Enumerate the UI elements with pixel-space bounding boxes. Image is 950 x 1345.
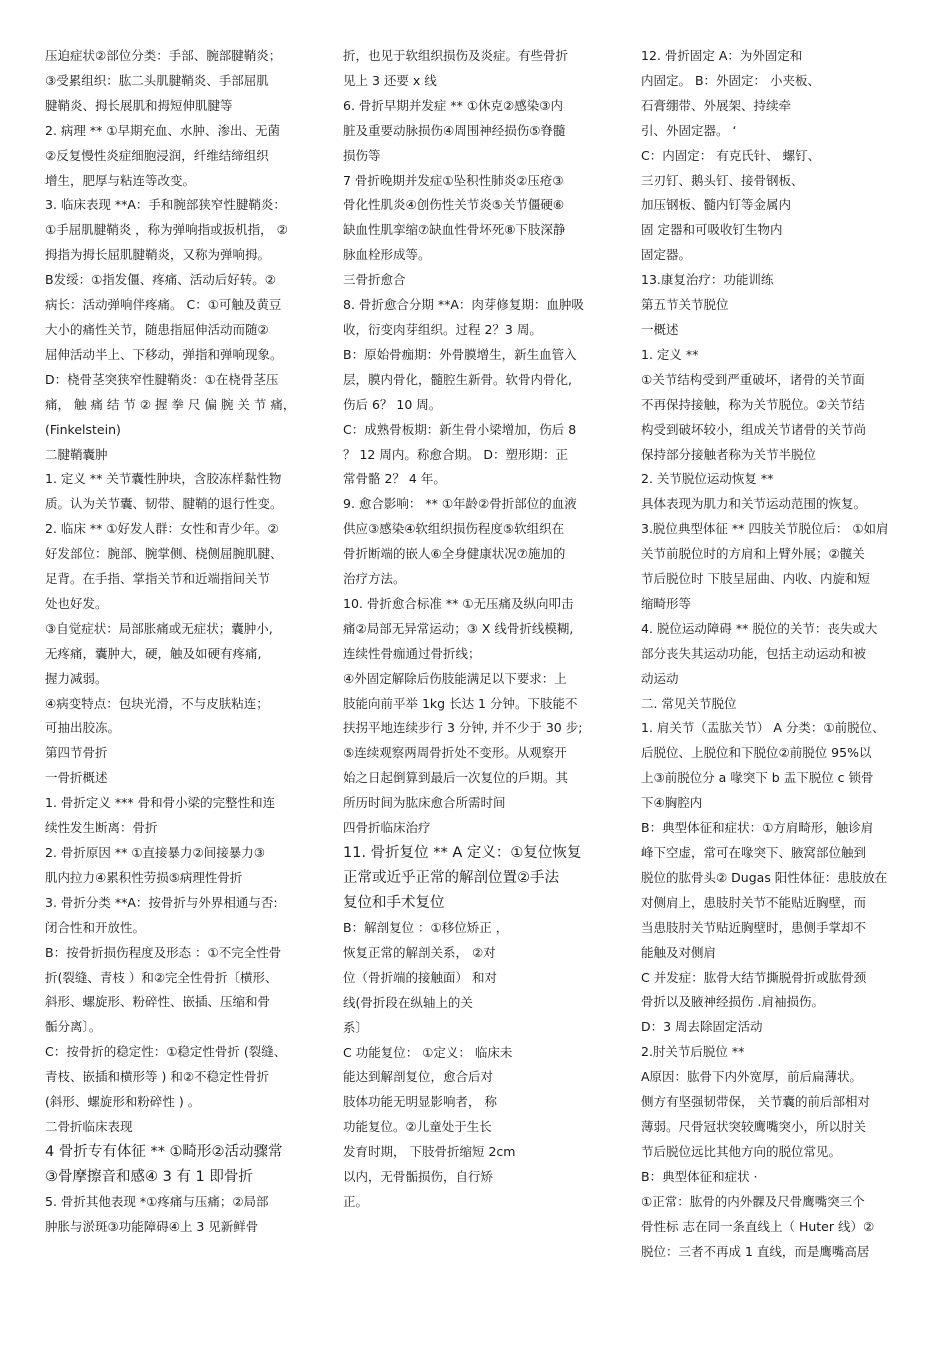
text-line: (Finkelstein): [45, 421, 121, 437]
column-3: [641, 44, 911, 1264]
text-line: 一骨折概述: [45, 770, 108, 786]
text-line: 腱鞘炎、拇长展肌和拇短伸肌腱等: [45, 97, 233, 113]
text-line: D：3 周去除固定活动: [641, 1019, 763, 1035]
text-line: 11. 骨折复位 ** A 定义：①复位恢复: [343, 845, 582, 861]
text-line: 骺分离〕。: [45, 1019, 102, 1035]
text-line: C：内固定： 有克氏针、 螺钉、: [641, 147, 821, 163]
text-line: 四骨折临床治疗: [343, 820, 431, 836]
text-line: 屈伸活动半上、下移动，弹指和弹响现象。: [45, 346, 283, 362]
text-line: 闭合性和开放性。: [45, 919, 146, 935]
text-line: 动运动: [641, 670, 679, 686]
text-line: 上③前脱位分 a 喙突下 b 盂下脱位 c 锁骨: [641, 770, 874, 786]
text-line: 1. 定义 ** 关节囊性肿块，含胶冻样黏性物: [45, 471, 282, 487]
text-line: 12. 骨折固定 A：为外固定和: [641, 48, 803, 63]
text-line: B：典型体征和症状：①方肩畸形，触诊肩: [641, 820, 874, 836]
text-line: 1. 定义 **: [641, 346, 699, 362]
text-line: ③受累组织：肱二头肌腱鞘炎、手部屈肌: [45, 72, 269, 88]
text-line: 功能复位。②儿童处于生长: [343, 1119, 492, 1135]
text-line: 1. 骨折定义 *** 骨和骨小梁的完整性和连: [45, 795, 276, 811]
text-line: 构受到破坏较小，组成关节诸骨的关节尚: [641, 421, 867, 437]
text-line: 第五节关节脱位: [641, 297, 729, 313]
text-line: 质。认为关节囊、韧带、腱鞘的退行性变。: [45, 496, 283, 512]
text-line: 3.脱位典型体征 ** 四肢关节脱位后： ①如肩: [641, 521, 889, 537]
text-line: 脉血栓形成等。: [343, 247, 431, 263]
text-line: 损伤等: [343, 147, 381, 163]
text-line: 脏及重要动脉损伤④周围神经损伤⑤脊髓: [343, 122, 566, 138]
text-line: 握力减弱。: [45, 670, 108, 686]
text-line: 折，也见于软组织损伤及炎症。有些骨折: [343, 48, 569, 63]
text-line: 足背。在手指、掌指关节和近端指间关节: [45, 571, 271, 587]
text-line: 薄弱。尺骨冠状突较鹰嘴突小，所以肘关: [641, 1118, 867, 1134]
text-line: ？ 12 周内。称愈合期。 D：塑形期：正: [343, 446, 568, 462]
text-line: B：典型体征和症状 ·: [641, 1168, 758, 1184]
text-line: 脱位的肱骨头② Dugas 阳性体征：患肢放在: [641, 869, 888, 885]
text-line: 2. 关节脱位运动恢复 **: [641, 471, 774, 487]
text-line: 线(骨折段在纵轴上的关: [343, 994, 473, 1010]
text-line: ①关节结构受到严重破坏，诸骨的关节面: [641, 371, 865, 387]
text-line: 当患肢肘关节贴近胸壁时，患侧手掌却不: [641, 919, 867, 935]
text-line: 肢体功能无明显影响者， 称: [343, 1094, 497, 1110]
text-line: ①正常：肱骨的内外髁及尺骨鹰嘴突三个: [641, 1193, 865, 1209]
text-line: B发绥：①指发僵、疼痛、活动后好转。②: [45, 272, 276, 288]
text-line: 正。: [343, 1193, 369, 1209]
text-line: 骨化性肌炎④创伤性关节炎⑤关节僵硬⑥: [343, 197, 565, 213]
text-line: 收，衍变肉芽组织。过程 2？3 周。: [343, 321, 542, 337]
text-line: 连续性骨痂通过骨折线；: [343, 645, 481, 661]
text-line: 恢复正常的解剖关系， ②对: [343, 944, 496, 960]
text-line: (斜形、螺旋形和粉碎性 ) 。: [45, 1094, 201, 1110]
text-line: 以内，无骨骺损伤，自行矫: [343, 1169, 494, 1185]
text-line: 3. 临床表现 **A：手和腕部狭窄性腱鞘炎：: [45, 197, 286, 213]
text-line: 4 骨折专有体征 ** ①畸形②活动骤常: [45, 1143, 283, 1160]
text-line: 1. 肩关节（盂肱关节） A 分类：①前脱位、: [641, 720, 885, 736]
text-line: 缺血性肌挛缩⑦缺血性骨坏死⑧下肢深静: [343, 222, 566, 238]
text-line: 6. 骨折早期并发症 ** ①休克②感染③内: [343, 97, 563, 113]
column-1: [45, 44, 313, 1240]
text-line: 2. 病理 ** ①早期充血、水肿、渗出、无菌: [45, 122, 281, 138]
text-line: 能达到解剖复位，愈合后对: [343, 1069, 494, 1085]
text-line: 2. 骨折原因 ** ①直接暴力②间接暴力③: [45, 845, 265, 860]
text-line: 固定器。: [641, 247, 692, 263]
text-line: ④外固定解除后伤肢能满足以下要求：上: [343, 670, 567, 686]
text-line: 伤后 6？ 10 周。: [343, 396, 442, 412]
text-line: 一概述: [641, 321, 679, 337]
text-line: 三刃钉、鹅头钉、接骨钢板、: [641, 172, 804, 188]
text-line: 内固定。 B：外固定： 小夹板、: [641, 72, 821, 88]
text-line: 骨折以及腋神经损伤 .肩袖损伤。: [641, 994, 824, 1010]
text-line: 大小的痛性关节，随患指屈伸活动而随②: [45, 321, 269, 337]
text-line: 节后脱位远比其他方向的脱位常见。: [641, 1143, 842, 1159]
text-line: 好发部位：腕部、腕掌侧、桡侧屈腕肌腱、: [45, 546, 283, 562]
text-line: 常骨骼 2？ 4 年。: [343, 471, 446, 487]
text-line: 节后脱位时 下肢呈屈曲、内收、内旋和短: [641, 571, 870, 587]
text-line: 折(裂缝、青枝 ）和②完全性骨折〔横形、: [45, 969, 278, 985]
text-line: 缩畸形等: [641, 595, 692, 611]
text-line: 8. 骨折愈合分期 **A：肉芽修复期：血肿吸: [343, 297, 584, 313]
text-line: 骨折断端的嵌人⑥全身健康状况⑦施加的: [343, 546, 566, 562]
text-line: 2. 临床 ** ①好发人群：女性和青少年。②: [45, 521, 279, 537]
text-line: 关节前脱位时的方肩和上臂外展；②髋关: [641, 546, 865, 562]
text-line: 无疼痛，囊肿大，硬，触及如硬有疼痛,: [45, 645, 262, 661]
text-line: 加压钢板、髓内钉等金属内: [641, 197, 792, 213]
text-line: ③自觉症状：局部胀痛或无症状；囊肿小,: [45, 620, 273, 636]
text-line: C：按骨折的稳定性：①稳定性骨折 (裂缝、: [45, 1044, 287, 1060]
text-line: ②反复慢性炎症细胞浸润，纤维结缔组织: [45, 147, 269, 163]
text-line: 病长：活动弹响伴疼痛。 C：①可触及黄豆: [45, 297, 282, 313]
text-line: ④病变特点：包块光滑，不与皮肤粘连；: [45, 695, 269, 711]
text-line: 可抽出胶冻。: [45, 720, 121, 736]
text-line: 痛②局部无异常运动；③ X 线骨折线模糊,: [343, 620, 574, 636]
text-line: 三骨折愈合: [343, 272, 406, 288]
text-line: 下④胸腔内: [641, 795, 703, 811]
text-line: B：解剖复位 ：①移位矫正 ，: [343, 920, 509, 935]
text-line: 痛， 触 痛 结 节 ② 握 拳 尺 偏 腕 关 节 痛，: [45, 396, 296, 412]
text-line: 后脱位、上脱位和下脱位②前脱位 95%以: [641, 745, 872, 761]
text-line: 扶拐平地连续步行 3 分钟, 并不少于 30 步;: [343, 720, 583, 736]
text-line: 石膏绷带、外展架、持续牵: [641, 97, 792, 113]
text-line: 正常或近乎正常的解剖位置②手法: [343, 870, 559, 886]
text-line: 具体表现为肌力和关节运动范围的恢复。: [641, 496, 867, 512]
text-line: 峰下空虚，常可在喙突下、腋窝部位触到: [641, 845, 867, 860]
text-line: 固 定器和可吸收钉生物内: [641, 222, 783, 238]
text-line: 所历时间为肱床愈合所需时间: [343, 795, 506, 811]
text-line: 肌内拉力④累积性劳损⑤病理性骨折: [45, 869, 243, 885]
text-line: 13.康复治疗：功能训练: [641, 272, 774, 288]
text-line: C 并发症：肱骨大结节撕脱骨折或肱骨颈: [641, 969, 867, 985]
text-line: 二腱鞘囊肿: [45, 446, 108, 462]
text-line: 压迫症状②部位分类：手部、腕部腱鞘炎；: [45, 48, 282, 63]
text-line: 发育时期， 下肢骨折缩短 2cm: [343, 1144, 516, 1160]
text-line: 见上 3 还要 x 线: [343, 72, 437, 88]
text-line: 复位和手术复位: [343, 895, 445, 911]
text-line: 4. 脱位运动障碍 ** 脱位的关节：丧失或大: [641, 620, 878, 636]
text-line: 始之日起倒算到最后一次复位的戶期。其: [343, 770, 569, 786]
text-line: 不再保持接触，称为关节脱位。②关节结: [641, 396, 865, 412]
text-line: 5. 骨折其他表现 *①疼痛与压痛；②局部: [45, 1193, 269, 1209]
column-2: [343, 44, 613, 1215]
text-line: 对侧肩上，患肢肘关节不能贴近胸壁，而: [641, 894, 867, 910]
text-line: 续性发生断离：骨折: [45, 820, 158, 836]
text-line: 层，膜内骨化，髓腔生新骨。软骨内骨化,: [343, 371, 572, 387]
text-line: 侧方有坚强韧带保， 关节囊的前后部相对: [641, 1094, 870, 1110]
text-line: 肢能向前平举 1kg 长达 1 分钟。下肢能不: [343, 695, 578, 711]
text-line: C 功能复位： ①定义： 临床未: [343, 1044, 513, 1060]
text-line: 2.肘关节后脱位 **: [641, 1044, 745, 1060]
text-line: 肿胀与淤斑③功能障碍④上 3 见新鲜骨: [45, 1218, 259, 1234]
text-line: 系〕: [343, 1019, 369, 1035]
text-line: 位（骨折端的接触面） 和对: [343, 969, 497, 985]
text-line: 青枝、嵌插和横形等 ) 和②不稳定性骨折: [45, 1069, 270, 1085]
text-line: 处也好发。: [45, 595, 108, 611]
text-line: ⑤连续观察两周骨折处不变形。从观察开: [343, 745, 567, 761]
text-line: D：桡骨茎突狭窄性腱鞘炎：①在桡骨茎压: [45, 371, 279, 387]
text-line: 7 骨折晚期并发症①坠积性肺炎②压疮③: [343, 172, 564, 188]
text-line: ③骨摩擦音和感④ 3 有 1 即骨折: [45, 1168, 253, 1185]
text-line: 脱位：三者不再成 1 直线，而是鹰嘴高居: [641, 1243, 870, 1259]
text-line: 治疗方法。: [343, 571, 406, 587]
text-line: 3. 骨折分类 **A：按骨折与外界相通与否:: [45, 894, 278, 910]
text-line: A原因：肱骨下内外宽厚，前后扁薄状。: [641, 1069, 863, 1085]
text-line: 增生，肥厚与粘连等改变。: [45, 172, 196, 188]
text-line: 9. 愈合影响： ** ①年龄②骨折部位的血液: [343, 496, 577, 512]
text-line: 拇指为拇长屈肌腱鞘炎，又称为弹响拇。: [45, 247, 271, 263]
text-line: 二. 常见关节脱位: [641, 695, 737, 711]
text-line: 第四节骨折: [45, 745, 108, 761]
text-line: 部分丧失其运动功能，包括主动运动和被: [641, 645, 867, 661]
text-line: 斜形、螺旋形、粉碎性、嵌插、压缩和骨: [45, 994, 271, 1010]
text-line: C：成熟骨板期：新生骨小梁增加，伤后 8: [343, 421, 577, 437]
text-line: 能触及对侧肩: [641, 944, 717, 960]
text-line: 10. 骨折愈合标准 ** ①无压痛及纵向叩击: [343, 595, 574, 611]
text-line: 保持部分接触者称为关节半脱位: [641, 446, 817, 462]
text-line: ①手屈肌腱鞘炎 ，称为弹响指或扳机指， ②: [45, 222, 288, 238]
text-line: 引、外固定器。 ‘: [641, 122, 737, 138]
text-line: B：原始骨痂期：外骨膜增生，新生血管入: [343, 346, 577, 362]
text-line: 供应③感染④软组织损伤程度⑤软组织在: [343, 521, 565, 537]
text-line: 二骨折临床表现: [45, 1118, 133, 1134]
text-line: 骨性标 志在同一条直线上（ Huter 线）②: [641, 1218, 875, 1234]
text-line: B：按骨折损伤程度及形态 ：①不完全性骨: [45, 944, 282, 960]
